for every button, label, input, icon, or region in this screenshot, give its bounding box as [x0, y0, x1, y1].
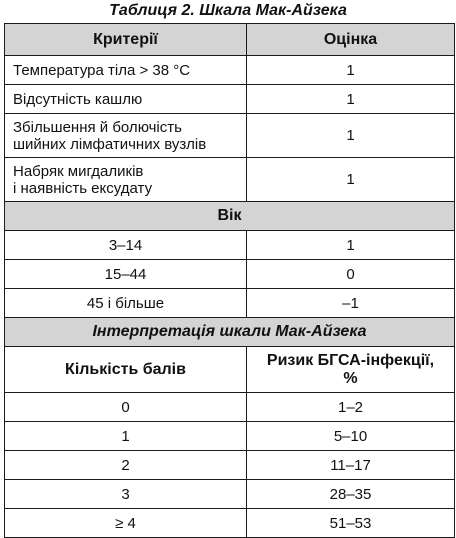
table-row — [5, 393, 455, 422]
risk-value: 51–53 — [247, 509, 455, 538]
risk-value: 11–17 — [247, 451, 455, 480]
header-risk-line2: % — [343, 369, 358, 387]
points-value: 1 — [5, 422, 247, 451]
risk-value: 1–2 — [247, 393, 455, 422]
age-section-header — [5, 202, 455, 231]
criterion-score: 1 — [247, 85, 455, 114]
criterion-label: Температура тіла > 38 °C — [5, 56, 247, 85]
points-value: ≥ 4 — [5, 509, 247, 538]
table-caption: Таблиця 2. Шкала Мак-Айзека — [109, 2, 347, 19]
age-section-title: Вік — [5, 202, 455, 231]
header-risk-line1: Ризик БГСА-інфекції, — [266, 351, 435, 369]
table-row — [5, 114, 455, 158]
age-score: 1 — [247, 231, 455, 260]
age-range: 15–44 — [5, 260, 247, 289]
criterion-label-line2: і наявність ексудату — [13, 179, 153, 197]
criterion-label: Відсутність кашлю — [5, 85, 247, 114]
header-score: Оцінка — [247, 24, 455, 56]
table-row — [5, 451, 455, 480]
age-range: 45 і більше — [5, 289, 247, 318]
mcisaac-score-table — [4, 23, 455, 538]
header-points: Кількість балів — [5, 347, 247, 393]
criterion-score: 1 — [247, 56, 455, 85]
table-row — [5, 422, 455, 451]
risk-value: 5–10 — [247, 422, 455, 451]
table-row — [5, 231, 455, 260]
table-row — [5, 289, 455, 318]
points-value: 3 — [5, 480, 247, 509]
risk-value: 28–35 — [247, 480, 455, 509]
table-row — [5, 85, 455, 114]
criterion-score: 1 — [247, 114, 455, 158]
header-risk — [247, 347, 455, 393]
age-score: 0 — [247, 260, 455, 289]
age-range: 3–14 — [5, 231, 247, 260]
table-row — [5, 260, 455, 289]
table-row — [5, 158, 455, 202]
table-row — [5, 56, 455, 85]
interpretation-title: Інтерпретація шкали Мак-Айзека — [5, 318, 455, 347]
table-row — [5, 480, 455, 509]
criterion-label-line2: шийних лімфатичних вузлів — [13, 135, 207, 153]
points-value: 0 — [5, 393, 247, 422]
criterion-score: 1 — [247, 158, 455, 202]
table-header-row — [5, 24, 455, 56]
age-score: –1 — [247, 289, 455, 318]
criterion-label — [5, 158, 247, 202]
interpretation-header-row — [5, 347, 455, 393]
criterion-label — [5, 114, 247, 158]
header-criteria: Критерії — [5, 24, 247, 56]
interpretation-section-header — [5, 318, 455, 347]
points-value: 2 — [5, 451, 247, 480]
table-row — [5, 509, 455, 538]
criterion-label-line1: Збільшення й болючість — [13, 118, 182, 136]
criterion-label-line1: Набряк мигдаликів — [13, 162, 144, 180]
